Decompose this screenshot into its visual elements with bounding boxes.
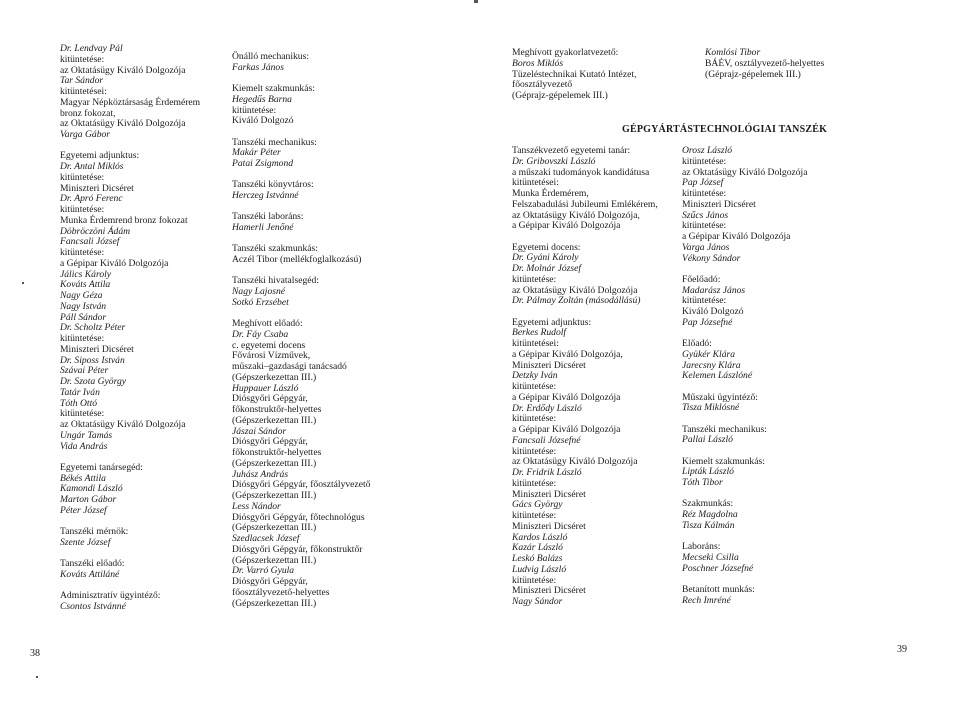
person-name: Dr. Gribovszki László (512, 155, 596, 167)
person-name: Kováts Attila (60, 279, 111, 291)
text-line: a Gépipar Kiváló Dolgozója (512, 424, 621, 435)
person-name: Dr. Lendvay Pál (60, 43, 123, 54)
text-line: Diósgyőri Gépgyár, főosztályvezető (232, 479, 371, 491)
scan-speck (36, 676, 38, 678)
text-line: Meghívott előadó: (232, 318, 303, 329)
text-line: kitüntetései: (512, 177, 559, 189)
person-name: Tar Sándor (60, 75, 104, 87)
department-heading: GÉPGYÁRTÁSTECHNOLÓGIAI TANSZÉK (622, 124, 828, 135)
person-name: Szedlacsek József (232, 533, 300, 544)
person-name: Péter József (60, 504, 107, 516)
text-line: kitüntetése: (60, 247, 105, 258)
text-line: Egyetemi tanársegéd: (60, 461, 143, 473)
text-line: Miniszteri Dicséret (60, 182, 134, 194)
person-name: Tóth Ottó (60, 397, 98, 409)
text-line: Tanszéki mechanikus: (682, 423, 767, 435)
text-line: Önálló mechanikus: (232, 51, 309, 62)
text-line: az Oktatásügy Kiváló Dolgozója (60, 118, 186, 130)
person-name: Dr. Gyáni Károly (512, 252, 579, 264)
person-name: Kazár László (512, 542, 563, 554)
right-page-column-2 (682, 146, 807, 606)
person-name: Gyükér Klára (682, 348, 736, 360)
person-name: Jálics Károly (60, 268, 112, 280)
person-name: Tóth Tibor (682, 477, 723, 488)
text-line: a Gépipar Kiváló Dolgozója (512, 391, 621, 403)
person-name: Varga János (682, 241, 730, 253)
person-name: Dr. Fáy Csaba (232, 328, 289, 340)
text-line: Felszabadulási Jubileumi Emlékérem, (512, 198, 658, 210)
text-line: (Gépszerkezettan III.) (232, 457, 317, 469)
text-line: kitüntetése: (512, 445, 557, 457)
right-page-column-1 (512, 146, 658, 608)
text-line: Diósgyőri Gépgyár, főtechnológus (232, 511, 365, 523)
text-line: Tanszéki szakmunkás: (232, 243, 318, 255)
person-name: Szűcs János (682, 209, 729, 221)
person-name: Berkes Rudolf (512, 327, 567, 339)
person-name: Dr. Erdődy László (512, 402, 582, 414)
person-name: Lipták László (682, 466, 734, 478)
text-line: kitüntetése: (60, 204, 105, 215)
text-line: (Géprajz-gépelemek III.) (705, 68, 801, 80)
person-name: Szente József (60, 536, 111, 548)
spacer (232, 127, 370, 138)
text-line: Diósgyőri Gépgyár, (232, 576, 308, 587)
text-line: Kiváló Dolgozó (232, 115, 294, 127)
text-line: Diósgyőri Gépgyár, főkonstruktőr (232, 543, 363, 555)
person-name: Makár Péter (232, 147, 281, 159)
person-name: Dr. Szota György (60, 376, 126, 387)
scan-speck (474, 0, 478, 3)
person-name: Detzky Iván (512, 370, 558, 382)
person-name: Herczeg Istvánné (232, 190, 299, 201)
text-line: a műszaki tudományok kandidátusa (512, 166, 650, 178)
person-name: Hamerli Jenőné (232, 222, 294, 233)
text-line: Tanszéki laboráns: (232, 211, 304, 223)
person-name: Mecseki Csilla (682, 551, 739, 563)
person-name: Juhász András (232, 468, 289, 480)
text-line: kitüntetése: (682, 220, 727, 232)
text-line: Kiemelt szakmunkás: (232, 83, 315, 94)
text-line: a Gépipar Kiváló Dolgozója (512, 220, 621, 232)
person-name: Madarász János (682, 284, 746, 296)
person-name: Dr. Varró Gyula (232, 565, 295, 577)
text-line: Műszaki ügyintéző: (682, 391, 758, 403)
text-line: az Oktatásügy Kiváló Dolgozója (682, 166, 808, 178)
person-name: Tatár Iván (60, 386, 100, 398)
text-line: Betanított munkás: (682, 583, 755, 595)
text-line: Aczél Tibor (mellékfoglalkozású) (232, 254, 362, 265)
text-line: főkonstruktőr-helyettes (232, 404, 322, 415)
person-name: Marton Gábor (60, 494, 117, 505)
text-line: Tanszékvezető egyetemi tanár: (512, 145, 631, 156)
person-name: Pap Józsefné (682, 316, 733, 328)
text-line: kitüntetései: (512, 338, 559, 349)
text-line: kitüntetése: (512, 413, 557, 425)
text-line: Tanszéki könyvtáros: (232, 179, 314, 191)
person-name: Sotkó Erzsébet (232, 296, 289, 308)
person-name: Kardos László (512, 531, 568, 543)
person-name: Leskó Balázs (512, 553, 563, 564)
text-line: Adminisztratív ügyintéző: (60, 590, 161, 601)
person-name: Less Nándor (232, 500, 281, 512)
person-name: Dr. Antal Miklós (60, 161, 124, 172)
person-name: Rech Imréné (682, 594, 731, 606)
text-line: kitüntetése: (682, 295, 727, 307)
person-name: Vékony Sándor (682, 252, 741, 264)
person-name: Réz Magdolna (682, 509, 738, 520)
person-name: Huppauer László (232, 382, 299, 394)
text-line: Kiváló Dolgozó (682, 306, 744, 317)
text-line: főkonstruktőr-helyettes (232, 447, 322, 458)
text-line: Miniszteri Dicséret (512, 520, 586, 532)
text-line: (Gépszerkezettan III.) (232, 522, 317, 534)
text-line: (Gépszerkezettan III.) (232, 371, 317, 383)
spacer (682, 382, 807, 393)
spacer (512, 232, 658, 243)
text-line: Fővárosi Vízművek, (232, 350, 311, 362)
person-name: Fancsali Józsefné (512, 434, 581, 446)
text-line: Miniszteri Dicséret (512, 488, 586, 500)
text-line: kitüntetése: (512, 574, 557, 586)
person-name: Tisza Kálmán (682, 519, 735, 531)
text-line: az Oktatásügy Kiváló Dolgozója (60, 419, 186, 430)
visiting-instructor-block-2 (705, 48, 824, 80)
text-line: az Oktatásügy Kiváló Dolgozója (512, 456, 638, 468)
text-line: kitüntetése: (60, 171, 105, 183)
person-name: Hegedűs Barna (232, 93, 292, 105)
text-line: Magyar Népköztársaság Érdemérem (60, 96, 201, 108)
person-name: Jarecsny Klára (682, 359, 741, 371)
spacer (682, 446, 807, 457)
person-name: Nagy Géza (60, 290, 103, 301)
spacer (512, 307, 658, 318)
text-line: Diósgyőri Gépgyár, (232, 393, 308, 405)
person-name: Dr. Fridrik László (512, 467, 582, 478)
page-number-left: 38 (30, 648, 40, 659)
text-line: kitüntetése: (60, 333, 105, 344)
text-line: (Gépszerkezettan III.) (232, 597, 317, 609)
person-name: Fancsali József (60, 236, 120, 248)
scan-speck (22, 282, 24, 284)
person-name: Orosz László (682, 145, 733, 156)
person-name: Nagy Lajosné (232, 286, 286, 297)
person-name: Dr. Apró Ferenc (60, 193, 123, 205)
text-line: (Gépszerkezettan III.) (232, 414, 317, 426)
text-line: Miniszteri Dicséret (512, 359, 586, 371)
person-name: Dr. Pálmay Zoltán (másodállású) (512, 295, 641, 307)
text-line: (Géprajz-gépelemek III.) (512, 90, 608, 101)
person-name: Gács György (512, 499, 563, 511)
text-line: főosztályvezető (512, 79, 573, 91)
text-line: Tanszéki mechanikus: (232, 136, 317, 148)
text-line: Munka Érdemérem, (512, 188, 589, 199)
text-line: az Oktatásügy Kiváló Dolgozója, (512, 209, 640, 221)
person-name: Farkas János (232, 61, 284, 73)
person-name: Békés Attila (60, 472, 106, 484)
text-line: Előadó: (682, 338, 712, 349)
person-name: Ungár Tamás (60, 429, 113, 441)
text-line: kitüntetése: (512, 510, 557, 521)
text-line: Laboráns: (682, 541, 721, 552)
text-line: a Gépipar Kiváló Dolgozója (60, 257, 169, 269)
text-line: Diósgyőri Gépgyár, (232, 436, 308, 448)
text-line: kitüntetése: (60, 53, 105, 65)
text-line: Szakmunkás: (682, 498, 734, 510)
person-name: Csontos Istvánné (60, 600, 126, 612)
text-line: kitüntetése: (60, 408, 105, 420)
visiting-instructor-block (512, 48, 636, 102)
person-name: Nagy István (60, 300, 107, 312)
text-line: kitüntetései: (60, 86, 107, 97)
text-line: Miniszteri Dicséret (512, 585, 586, 597)
text-line: Tanszéki hivatalsegéd: (232, 275, 319, 287)
text-line: Egyetemi adjunktus: (60, 150, 140, 162)
text-line: kitüntetése: (682, 155, 727, 167)
text-line: kitüntetése: (682, 188, 727, 199)
text-line: Meghívott gyakorlatvezető: (512, 47, 619, 58)
text-line: Főelőadó: (682, 273, 721, 285)
text-line: Kiemelt szakmunkás: (682, 455, 765, 467)
text-line: a Gépipar Kiváló Dolgozója, (512, 348, 623, 360)
left-page-column-1 (60, 44, 200, 613)
text-line: főosztályvezető-helyettes (232, 586, 330, 598)
text-line: az Oktatásügy Kiváló Dolgozója (512, 284, 638, 296)
person-name: Dr. Siposs István (60, 354, 125, 366)
person-name: Patai Zsigmond (232, 158, 294, 169)
text-line: c. egyetemi docens (232, 339, 306, 351)
text-line: Egyetemi adjunktus: (512, 316, 592, 328)
text-line: kitüntetése: (512, 477, 557, 489)
text-line: az Oktatásügy Kiváló Dolgozója (60, 64, 186, 76)
person-name: Tisza Miklósné (682, 402, 740, 414)
person-name: Döbröczöni Ádám (60, 225, 131, 237)
person-name: Kováts Attiláné (60, 568, 120, 580)
spacer (682, 414, 807, 425)
person-name: Nagy Sándor (512, 596, 563, 607)
person-name: Ludvig László (512, 563, 567, 575)
text-line: kitüntetése: (512, 273, 557, 285)
text-line: a Gépipar Kiváló Dolgozója (682, 231, 791, 242)
person-name: Poschner Józsefné (682, 562, 754, 574)
person-name: Pallai László (682, 434, 733, 446)
person-name: Páll Sándor (60, 311, 107, 323)
person-name: Kelemen Lászlóné (682, 370, 753, 382)
text-line: bronz fokozat, (60, 107, 116, 119)
text-line: (Gépszerkezettan III.) (232, 490, 317, 501)
person-name: Dr. Scholtz Péter (60, 322, 126, 334)
text-line: Tanszéki mérnök: (60, 526, 129, 537)
text-line: Egyetemi docens: (512, 241, 581, 253)
person-name: Szávai Péter (60, 365, 109, 377)
left-page-column-2 (232, 52, 370, 609)
page-number-right: 39 (897, 644, 907, 655)
person-name: Vida András (60, 440, 108, 452)
text-line: kitüntetése: (512, 381, 557, 392)
text-line: kitüntetése: (232, 104, 277, 116)
text-line: műszaki–gazdasági tanácsadó (232, 361, 347, 372)
person-name: Dr. Molnár József (512, 263, 582, 274)
person-name: Kamondi László (60, 483, 123, 495)
person-name: Boros Miklós (512, 57, 564, 69)
text-line: Munka Érdemrend bronz fokozat (60, 214, 188, 226)
person-name: Varga Gábor (60, 129, 111, 140)
text-line: Miniszteri Dicséret (682, 198, 756, 210)
person-name: Pap József (682, 177, 724, 189)
text-line: (Gépszerkezettan III.) (232, 554, 317, 566)
text-line: Tanszéki előadó: (60, 558, 125, 569)
person-name: Jászai Sándor (232, 425, 287, 437)
text-line: Tüzeléstechnikai Kutató Intézet, (512, 68, 637, 80)
text-line: BÁÉV, osztályvezető-helyettes (705, 57, 825, 69)
person-name: Komlósi Tibor (705, 47, 761, 58)
text-line: Miniszteri Dicséret (60, 343, 134, 355)
